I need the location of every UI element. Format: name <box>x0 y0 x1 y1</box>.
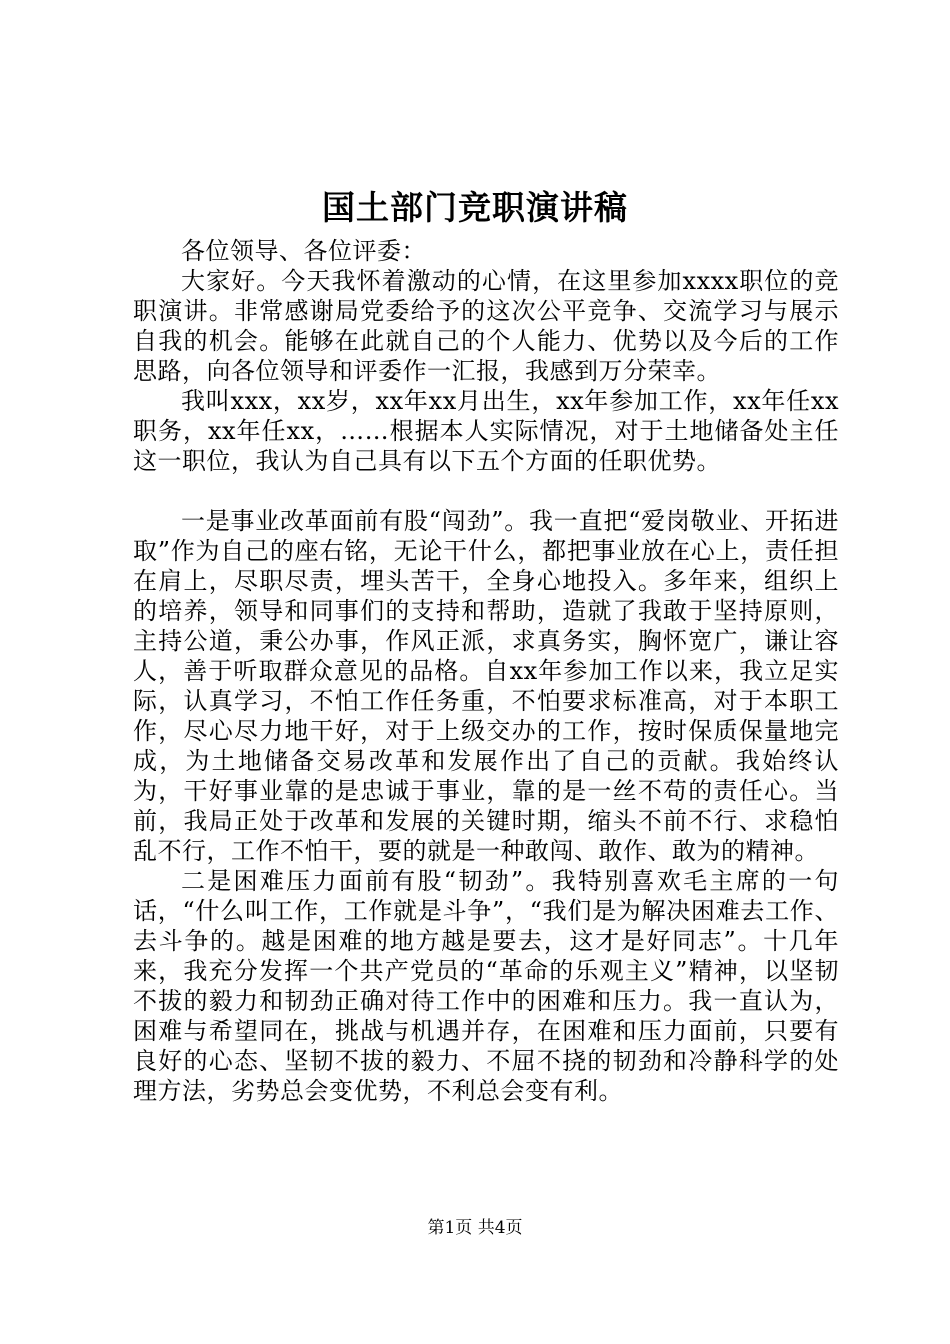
paragraph-spacer <box>133 476 839 506</box>
advantage-two-paragraph: 二是困难压力面前有股“韧劲”。我特别喜欢毛主席的一句话，“什么叫工作，工作就是斗争”，“我们是为解决困难去工作、去斗争的。越是困难的地方越是要去，这才是好同志”。十几年来，我充分发挥一个共产党员的“革命的乐观主义”精神，以坚韧不拔的毅力和韧劲正确对待工作中的困难和压力。我一直认为，困难与希望同在，挑战与机遇并存，在困难和压力面前，只要有良好的心态、坚韧不拔的毅力、不屈不挠的韧劲和冷静科学的处理方法，劣势总会变优势，不利总会变有利。 <box>133 867 839 1105</box>
page-footer: 第1页 共4页 <box>427 1218 523 1238</box>
document-title: 国土部门竞职演讲稿 <box>322 188 628 227</box>
greeting-paragraph: 大家好。今天我怀着激动的心情，在这里参加xxxx职位的竞职演讲。非常感谢局党委给予的这次公平竞争、交流学习与展示自我的机会。能够在此就自己的个人能力、优势以及今后的工作思路，向各位领导和评委作一汇报，我感到万分荣幸。 <box>133 267 839 385</box>
document-body <box>133 236 839 1106</box>
advantage-one-paragraph: 一是事业改革面前有股“闯劲”。我一直把“爱岗敬业、开拓进取”作为自己的座右铭，无论干什么，都把事业放在心上，责任担在肩上，尽职尽责，埋头苦干，全身心地投入。多年来，组织上的培养，领导和同事们的支持和帮助，造就了我敢于坚持原则，主持公道，秉公办事，作风正派，求真务实，胸怀宽广，谦让容人，善于听取群众意见的品格。自xx年参加工作以来，我立足实际，认真学习，不怕工作任务重，不怕要求标准高，对于本职工作，尽心尽力地干好，对于上级交办的工作，按时保质保量地完成，为土地储备交易改革和发展作出了自己的贡献。我始终认为，干好事业靠的是忠诚于事业，靠的是一丝不苟的责任心。当前，我局正处于改革和发展的关键时期，缩头不前不行、求稳怕乱不行，工作不怕干，要的就是一种敢闯、敢作、敢为的精神。 <box>133 507 839 865</box>
self-introduction-paragraph: 我叫xxx，xx岁，xx年xx月出生，xx年参加工作，xx年任xx职务，xx年任xx，……根据本人实际情况，对于土地储备处主任这一职位，我认为自己具有以下五个方面的任职优势。 <box>133 387 839 475</box>
salutation-paragraph: 各位领导、各位评委： <box>181 237 426 265</box>
